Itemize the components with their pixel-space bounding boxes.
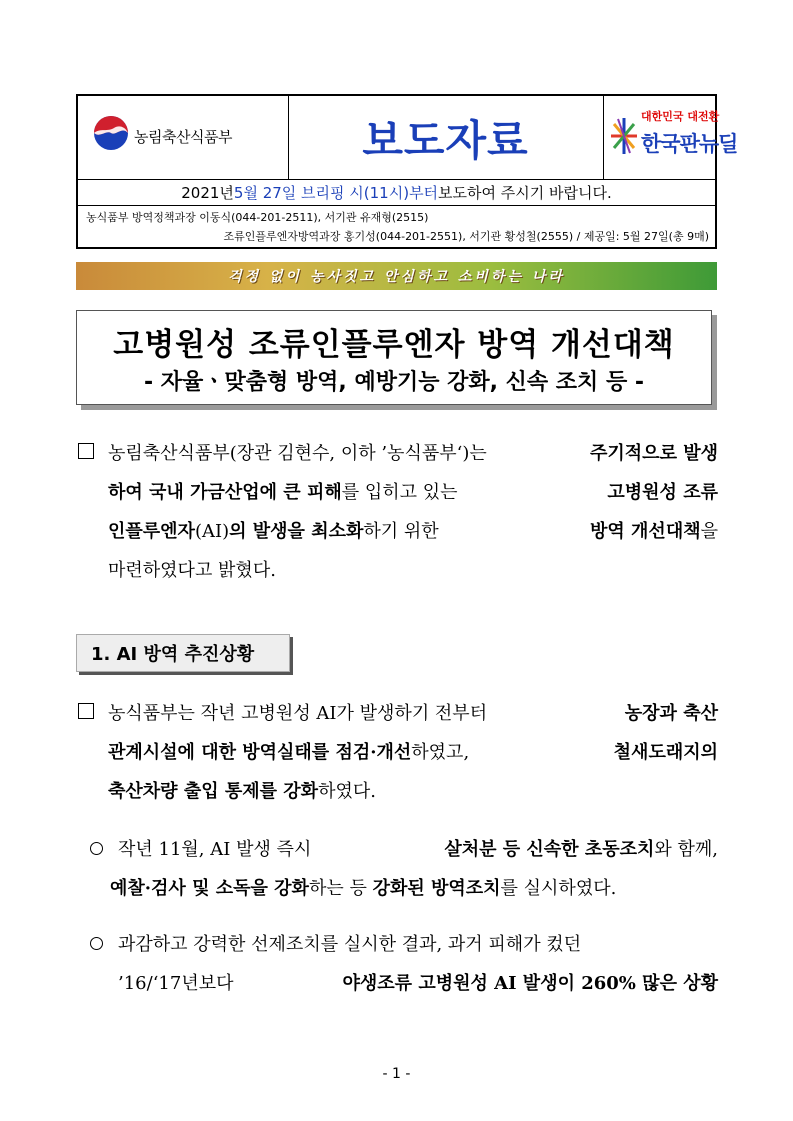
text-bold: 고병원성 조류	[607, 482, 718, 503]
bullet-preemptive-measures	[90, 925, 718, 1003]
contact-line-2: 조류인플루엔자방역과장 홍기성(044-201-2551), 서기관 황성철(2555) / 제공일: 5월 27일(총 9매)	[223, 230, 709, 243]
title-cell	[288, 96, 604, 179]
press-release-header	[76, 94, 738, 249]
text-bold: 살처분 등 신속한 초동조치	[444, 839, 655, 860]
slogan-big: 한국판뉴딜	[641, 132, 738, 156]
release-prefix: 2021년	[181, 183, 234, 202]
text-bold: 철새도래지의	[613, 742, 718, 763]
text: 하였고,	[411, 742, 470, 763]
slogan-small: 대한민국 대전환	[641, 110, 720, 123]
release-instruction	[78, 179, 715, 206]
circle-bullet-icon	[90, 842, 103, 855]
text: 하는 등	[308, 878, 373, 899]
text: 하기 위한	[363, 521, 439, 542]
bullet1-line2	[90, 869, 718, 908]
bullet2-line1: 과감하고 강력한 선제조치를 실시한 결과, 과거 피해가 컸던	[118, 934, 582, 955]
bullet2-line2	[90, 964, 718, 1003]
headline-box	[76, 310, 712, 405]
text-bold: 축산차량 출입 통제를 강화	[108, 781, 319, 802]
checkbox-bullet-icon	[78, 443, 94, 459]
contact-line-1: 농식품부 방역정책과장 이동식(044-201-2511), 서기관 유재형(2515)	[86, 211, 429, 224]
para1-line1	[78, 434, 718, 473]
text-bold: 관계시설에 대한 방역실태를 점검·개선	[108, 742, 412, 763]
header-top-row	[78, 96, 738, 180]
para1-line2	[78, 473, 718, 512]
new-deal-logo-cell	[603, 96, 738, 179]
page-number: - 1 -	[382, 1066, 411, 1082]
text-bold: 예찰·검사 및 소독을 강화	[110, 878, 309, 899]
para1-line4: 마련하였다고 밝혔다.	[108, 560, 276, 581]
text-bold: 주기적으로 발생	[590, 443, 718, 464]
new-deal-star-icon	[609, 116, 639, 156]
section-heading: 1. AI 방역 추진상황	[76, 634, 290, 672]
headline-main: 고병원성 조류인플루엔자 방역 개선대책	[113, 327, 675, 363]
headline-sub: - 자율ㆍ맞춤형 방역, 예방기능 강화, 신속 조치 등 -	[143, 370, 645, 395]
slogan-banner	[76, 262, 717, 290]
contact-info	[78, 206, 715, 248]
text: ’16/‘17년보다	[118, 973, 234, 994]
text-bold: 의 발생을 최소화	[229, 521, 364, 542]
text: 하였다.	[318, 781, 376, 802]
text-bold: 강화된 방역조치	[372, 878, 501, 899]
text-bold: 하여 국내 가금산업에 큰 피해	[108, 482, 342, 503]
bullet-initial-response	[90, 830, 718, 908]
text: (AI)	[194, 521, 230, 542]
text: 농식품부는 작년 고병원성 AI가 발생하기 전부터	[108, 703, 488, 724]
text-bold: 야생조류 고병원성 AI 발생이 260% 많은 상황	[342, 973, 718, 994]
bullet1-line1	[90, 830, 718, 869]
text: 을	[700, 521, 718, 542]
checkbox-bullet-icon	[78, 703, 94, 719]
para2-line1	[78, 694, 718, 733]
para2-line3	[78, 772, 718, 811]
text: 농림축산식품부(장관 김현수, 이하 ’농식품부‘)는	[108, 443, 487, 464]
text: 를 입히고 있는	[341, 482, 458, 503]
doc-type-title: 보도자료	[362, 115, 529, 165]
circle-bullet-icon	[90, 937, 103, 950]
text: 를 실시하였다.	[500, 878, 617, 899]
release-suffix: 보도하여 주시기 바랍니다.	[438, 183, 612, 202]
text-bold: 인플루엔자	[108, 521, 195, 542]
paragraph-status	[78, 694, 718, 811]
para2-line2	[78, 733, 718, 772]
release-date-time: 5월 27일 브리핑 시(11시)부터	[233, 183, 439, 202]
text-bold: 농장과 축산	[624, 703, 718, 724]
paragraph-intro	[78, 434, 718, 590]
text: 작년 11월, AI 발생 즉시	[118, 839, 312, 860]
para1-line3	[78, 512, 718, 551]
banner-text: 걱정 없이 농사짓고 안심하고 소비하는 나라	[228, 269, 565, 285]
text: 와 함께,	[654, 839, 718, 860]
text-bold: 방역 개선대책	[590, 521, 701, 542]
government-emblem-icon	[92, 114, 130, 152]
ministry-name: 농림축산식품부	[134, 128, 232, 146]
ministry-logo-cell	[78, 96, 289, 179]
